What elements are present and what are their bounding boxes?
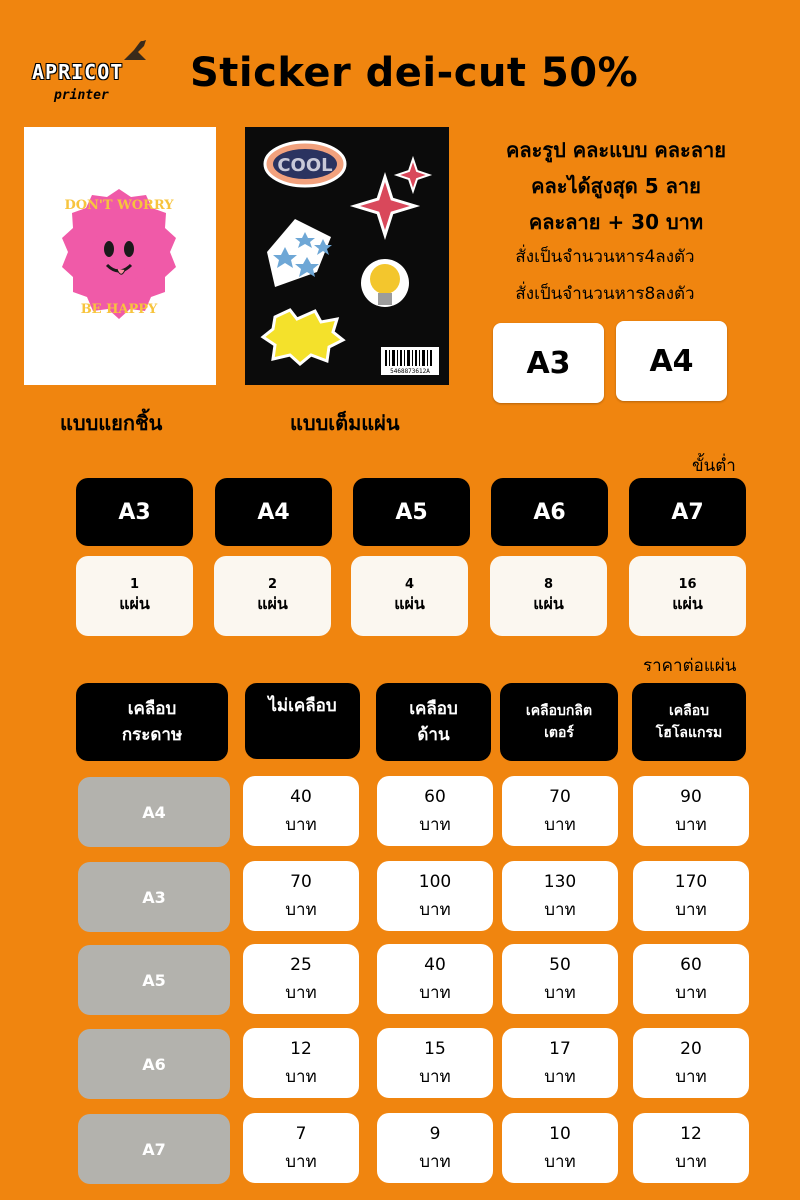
sample-full-sheet-card xyxy=(245,127,449,385)
price-a3-hologram: 170 บาท xyxy=(633,861,749,931)
qty-a5: 4 แผ่น xyxy=(351,556,468,636)
price-a5-matte: 40 บาท xyxy=(377,944,493,1014)
qty-a4: 2 แผ่น xyxy=(214,556,331,636)
qty-a6: 8 แผ่น xyxy=(490,556,607,636)
qty-a3: 1 แผ่น xyxy=(76,556,193,636)
coating-glitter-header[interactable]: เคลือบกลิต เตอร์ xyxy=(500,683,618,761)
sparkle-sticker xyxy=(355,159,429,235)
info-line-2: คละได้สูงสุด 5 ลาย xyxy=(531,174,701,198)
brand-sub: printer xyxy=(54,88,109,103)
stars-sticker xyxy=(267,219,332,287)
price-a5-hologram: 60 บาท xyxy=(633,944,749,1014)
price-a3-matte: 100 บาท xyxy=(377,861,493,931)
price-a5-none: 25 บาท xyxy=(243,944,359,1014)
row-size-a5: A5 xyxy=(78,945,230,1015)
price-a6-matte: 15 บาท xyxy=(377,1028,493,1098)
svg-text:COOL: COOL xyxy=(277,155,333,176)
svg-text:5468873612A: 5468873612A xyxy=(390,368,430,375)
price-a5-glitter: 50 บาท xyxy=(502,944,618,1014)
info-line-3: คละลาย + 30 บาท xyxy=(528,210,704,234)
price-a7-hologram: 12 บาท xyxy=(633,1113,749,1183)
price-a3-glitter: 130 บาท xyxy=(502,861,618,931)
row-size-a3: A3 xyxy=(78,862,230,932)
price-a4-glitter: 70 บาท xyxy=(502,776,618,846)
minimum-label: ขั้นต่ำ xyxy=(692,456,736,476)
size-a5-button[interactable]: A5 xyxy=(353,478,470,546)
bird-icon xyxy=(120,38,150,64)
barcode xyxy=(381,347,439,375)
info-note-2: สั่งเป็นจำนวนหาร8ลงตัว xyxy=(515,284,695,304)
row-size-a7: A7 xyxy=(78,1114,230,1184)
row-size-a6: A6 xyxy=(78,1029,230,1099)
size-a4-button[interactable]: A4 xyxy=(215,478,332,546)
caption-full-sheet: แบบเต็มแผ่น xyxy=(290,411,400,435)
coating-none-header[interactable]: ไม่เคลือบ xyxy=(245,683,360,759)
qty-a7: 16 แผ่น xyxy=(629,556,746,636)
happy-badge-illustration xyxy=(24,127,216,385)
size-a6-button[interactable]: A6 xyxy=(491,478,608,546)
bulb-sticker xyxy=(361,259,409,307)
badge-text-top: DON'T WORRY xyxy=(64,198,174,213)
caption-separate: แบบแยกชิ้น xyxy=(60,411,163,435)
coating-paper-header[interactable]: เคลือบ กระดาษ xyxy=(76,683,228,761)
page-title: Sticker dei-cut 50% xyxy=(190,50,639,96)
price-a7-glitter: 10 บาท xyxy=(502,1113,618,1183)
price-a7-none: 7 บาท xyxy=(243,1113,359,1183)
badge-text-bottom: BE HAPPY xyxy=(80,302,158,317)
sample-separate-card xyxy=(24,127,216,385)
chip-a4[interactable]: A4 xyxy=(616,321,727,401)
brand-name: APRICOT xyxy=(32,60,124,84)
brand-logo xyxy=(28,38,158,110)
size-a7-button[interactable]: A7 xyxy=(629,478,746,546)
price-a3-none: 70 บาท xyxy=(243,861,359,931)
info-note-1: สั่งเป็นจำนวนหาร4ลงตัว xyxy=(515,247,695,267)
price-a4-hologram: 90 บาท xyxy=(633,776,749,846)
cool-sticker xyxy=(265,142,345,186)
price-a6-glitter: 17 บาท xyxy=(502,1028,618,1098)
row-size-a4: A4 xyxy=(78,777,230,847)
chip-a3[interactable]: A3 xyxy=(493,323,604,403)
price-a6-hologram: 20 บาท xyxy=(633,1028,749,1098)
price-a4-matte: 60 บาท xyxy=(377,776,493,846)
price-per-sheet-label: ราคาต่อแผ่น xyxy=(643,656,737,676)
info-line-1: คละรูป คละแบบ คละลาย xyxy=(506,138,726,162)
price-a6-none: 12 บาท xyxy=(243,1028,359,1098)
burst-sticker xyxy=(263,310,343,364)
coating-matte-header[interactable]: เคลือบ ด้าน xyxy=(376,683,491,761)
coating-hologram-header[interactable]: เคลือบ โฮโลแกรม xyxy=(632,683,746,761)
size-a3-button[interactable]: A3 xyxy=(76,478,193,546)
price-a7-matte: 9 บาท xyxy=(377,1113,493,1183)
price-a4-none: 40 บาท xyxy=(243,776,359,846)
